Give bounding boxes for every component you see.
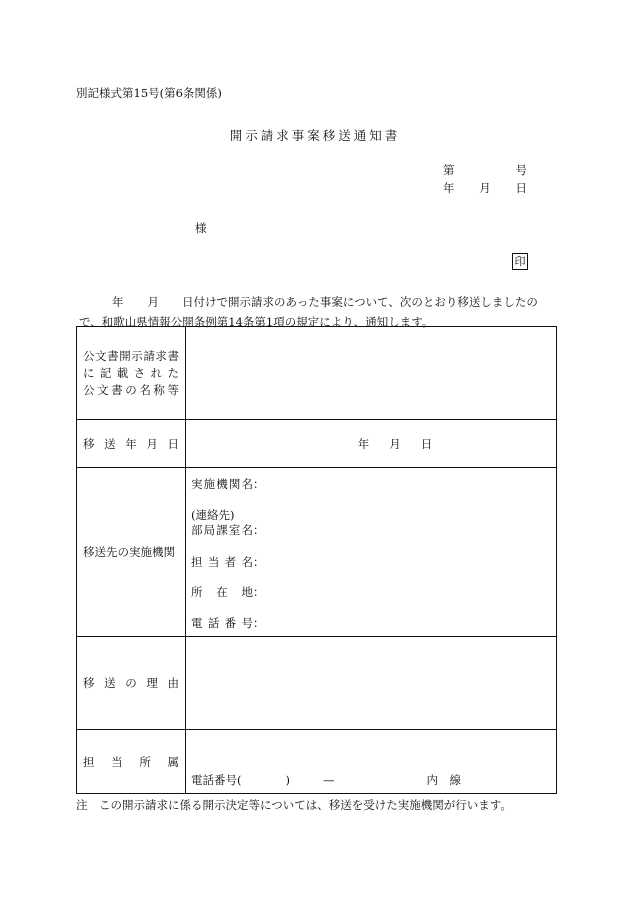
field-person: 担 当 者 名 ： xyxy=(191,555,265,569)
intro-month: 月 xyxy=(147,295,159,309)
transfer-month: 月 xyxy=(389,436,401,451)
addressee-suffix: 様 xyxy=(195,221,207,235)
value-reason[interactable] xyxy=(186,637,557,730)
label-line-3: 公 文 書 の 名 称 等 xyxy=(83,382,179,397)
intro-year: 年 xyxy=(112,295,124,309)
value-transfer-date[interactable] xyxy=(186,420,557,468)
contact-note: (連絡先) xyxy=(191,508,235,522)
intro-line-1 xyxy=(79,294,538,310)
transfer-day: 日 xyxy=(420,436,433,451)
document-title: 開示請求事案移送通知書 xyxy=(229,128,401,143)
contact-phone-line: 電話番号( ) — 内 線 xyxy=(191,773,461,787)
value-department[interactable] xyxy=(186,730,557,794)
number-suffix: 号 xyxy=(515,163,527,177)
document-date-line xyxy=(443,180,527,196)
transfer-table xyxy=(76,326,557,794)
intro-text: 日付けで開示請求のあった事案について、次のとおり移送しましたの xyxy=(182,295,538,309)
table-row-document-name xyxy=(77,327,557,420)
value-document-name[interactable] xyxy=(186,327,557,420)
footer-note: 注 この開示請求に係る開示決定等については、移送を受けた実施機関が行います。 xyxy=(76,798,512,812)
intro-line-2: で、和歌山県情報公開条例第14条第1項の規定により、通知します。 xyxy=(79,315,434,329)
seal-mark: 印 xyxy=(512,253,528,270)
table-row-transfer-date xyxy=(77,420,557,468)
date-month: 月 xyxy=(479,181,491,195)
field-department: 部 局 課 室 名 ： xyxy=(191,523,265,537)
form-number-label: 別記様式第15号(第6条関係) xyxy=(76,86,222,100)
table-row-department xyxy=(77,730,557,794)
date-day: 日 xyxy=(515,181,527,195)
label-transfer-date: 移 送 年 月 日 xyxy=(77,420,186,468)
value-destination[interactable] xyxy=(186,468,557,637)
field-address: 所 在 地 ： xyxy=(191,585,265,599)
label-department: 担 当 所 属 xyxy=(77,730,186,794)
document-number-line xyxy=(443,162,527,178)
date-year: 年 xyxy=(443,181,455,195)
table-row-destination xyxy=(77,468,557,637)
label-destination: 移送先の実施機関 xyxy=(77,468,186,637)
field-phone: 電 話 番 号 ： xyxy=(191,616,265,630)
number-prefix: 第 xyxy=(443,163,455,177)
table-row-reason xyxy=(77,637,557,730)
label-reason: 移 送 の 理 由 xyxy=(77,637,186,730)
field-agency: 実 施 機 関 名 ： xyxy=(191,477,265,491)
label-line-2: に 記 載 さ れ た xyxy=(83,365,179,380)
label-line-1: 公 文 書 開 示 請 求 書 xyxy=(83,348,179,363)
label-document-name xyxy=(77,327,186,420)
transfer-year: 年 xyxy=(357,436,370,451)
